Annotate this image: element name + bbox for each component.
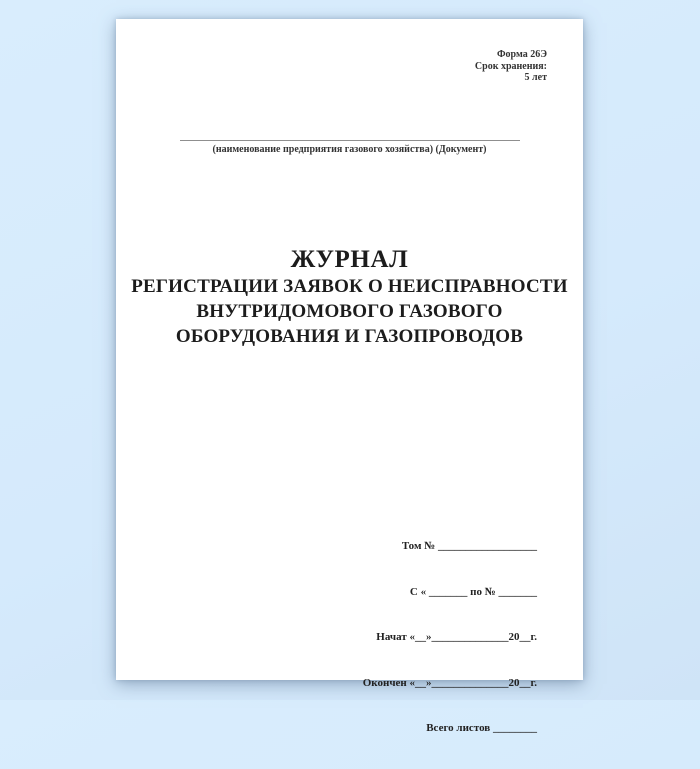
document-title [116, 246, 583, 349]
organization-fill-line [180, 140, 520, 141]
field-from-to-number: С « _______ по № _______ [409, 585, 537, 598]
form-number-label: Форма 26Э [496, 49, 547, 60]
document-cover-page [116, 19, 583, 734]
field-total-sheets: Всего листов ________ [426, 722, 537, 734]
title-line-4: ОБОРУДОВАНИЯ И ГАЗОПРОВОДОВ [175, 326, 524, 347]
form-meta-block [475, 49, 547, 84]
field-finished-date: Окончен «__»______________20__г. [362, 676, 537, 689]
retention-period: 5 лет [524, 72, 547, 83]
title-line-3: ВНУТРИДОМОВОГО ГАЗОВОГО [196, 301, 503, 322]
title-word-journal: ЖУРНАЛ [290, 246, 409, 273]
fill-in-fields [363, 517, 537, 769]
organization-caption: (наименование предприятия газового хозяйства) (Документ) [212, 144, 487, 155]
field-volume-number: Том № __________________ [401, 540, 537, 552]
title-line-2: РЕГИСТРАЦИИ ЗАЯВОК О НЕИСПРАВНОСТИ [131, 276, 568, 297]
retention-label: Срок хранения: [474, 60, 547, 72]
field-started-date: Начат «__»______________20__г. [376, 631, 537, 643]
